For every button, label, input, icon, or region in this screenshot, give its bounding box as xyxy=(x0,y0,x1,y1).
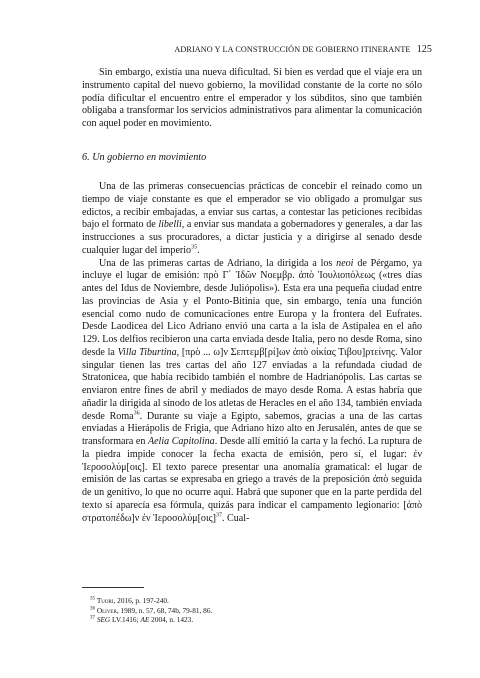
p2-text-e: . Desde allí emitió la carta y la fechó. La ruptura de la piedra impide conocer la fecha exacta de emisión, pero sí, el lugar: ἐν Ἱεροσολύμ[οις]. El texto parece presentar una anomalía gramatical: el lugar de emisión de las cartas se expresaba en griego a través de la preposición ἀπὸ seguida de un genitivo, lo que no ocurre aquí. Habrá que suponer que en la parte perdida del texto sí aparecía esa fórmula, quizás para indicar el campamento legionario: [ἀπὸ στρατοπέδω]ν ἐν Ἱεροσολύμ[οις] xyxy=(82,436,422,524)
p1-text-c: . xyxy=(197,244,200,256)
footnote-divider xyxy=(82,587,144,588)
paragraph-2 xyxy=(82,258,422,526)
p2-text-f: . Cual- xyxy=(221,512,250,524)
page-number: 125 xyxy=(416,44,432,55)
p1-text-b: , a enviar sus mandata a gobernadores y generales, a dar las instrucciones a sus procuradores, a dictar justicia y a dirigirse al senado desde cualquier lugar del imperio xyxy=(82,219,422,256)
footnote-ref-ae: AE xyxy=(140,615,150,625)
p2-text-c: , [πρὸ ... ω]ν Σεπτεμβ[ρί]ων ἀπὸ οἰκίας Τιβου]ρτείνης. Valor singular tienen las tres cartas del año 127 enviadas a la refundada ciudad de Stratonicea, que había recibido también el nombre de Hadrianópolis. Las cartas se enviaron entre fines de abril y mediados de mayo desde Roma. A estas habría que añadir la dirigida al sínodo de los atletas de Heracles en el año 134, también enviada desde Roma xyxy=(82,346,422,422)
footnote-author: Tuori xyxy=(96,596,114,605)
footnote-35 xyxy=(90,596,420,606)
section-body xyxy=(82,181,422,525)
footnote-text: , 2016, p. 197-240. xyxy=(113,596,169,605)
section-heading: 6. Un gobierno en movimiento xyxy=(82,152,207,163)
footnote-ref-37[interactable]: 37 xyxy=(215,512,222,519)
p2-text-a: Una de las primeras cartas de Adriano, la dirigida a los xyxy=(99,257,337,269)
p2-text-b: de Pérgamo, ya incluye el lugar de emisión: πρὸ Γ΄ Ἰδῶν Νοεμβρ. ἀπὸ Ἰουλιοπόλεως («tres días antes del Idus de Noviembre, desde Juliópolis»). Esta era una pequeña ciudad entre las provincias de Asia y el Ponto-Bitinia que, sin embargo, tenía una función esencial como nudo de comunicaciones entre Europa y la frontera del Eufrates. Desde Laodicea del Lico Adriano envió una carta a la isla de Astipalea en el año 129. Los delfios recibieron una carta enviada desde Italia, pero no desde Roma, sino desde la xyxy=(82,257,422,358)
footnote-ref-seg: SEG xyxy=(96,615,111,625)
p2-neoi: neoi xyxy=(336,257,354,269)
footnote-text: 2004, n. 1423. xyxy=(149,615,194,625)
footnote-number: 37 xyxy=(90,615,95,621)
footnote-number: 35 xyxy=(90,596,95,602)
p1-libelli: libelli xyxy=(158,219,182,231)
p2-aelia-capitolina: Aelia Capitolina xyxy=(147,436,215,447)
intro-paragraph: Sin embargo, existía una nueva dificultad. Si bien es verdad que el viaje era un instrumento capital del nuevo gobierno, la movilidad constante de la corte no sólo podía dificultar el encuentro entre el emperador y los súbditos, sino que también obligaba a transformar los servicios administrativos para alimentar la comunicación con aquel poder en movimiento. xyxy=(82,67,422,129)
footnote-number: 36 xyxy=(90,606,95,612)
running-title: ADRIANO Y LA CONSTRUCCIÓN DE GOBIERNO ITINERANTE xyxy=(174,45,411,54)
footnote-ref-35[interactable]: 35 xyxy=(191,244,198,251)
paragraph-1 xyxy=(82,181,422,258)
running-header xyxy=(120,44,432,55)
footnote-36 xyxy=(90,606,420,616)
footnote-text: LV.1416; xyxy=(110,615,141,625)
footnotes xyxy=(90,596,420,625)
footnote-ref-36[interactable]: 36 xyxy=(133,410,140,417)
intro-block xyxy=(82,67,422,131)
footnote-author: Oliver xyxy=(96,605,117,615)
footnote-37 xyxy=(90,615,420,625)
p2-text-d: . Durante su viaje a Egipto, sabemos, gracias a una de las cartas enviadas a Hierápolis de Frigia, que Adriano hizo alto en Jerusalén, antes de que se transformara en xyxy=(82,410,422,447)
p2-villa-tiburtina: Villa Tiburtina xyxy=(117,346,177,358)
footnote-text: , 1989, n. 57, 68, 74b, 79-81, 86. xyxy=(116,605,213,615)
p1-text-a: Una de las primeras consecuencias prácticas de concebir el reinado como un tiempo de viaje constante es que el emperador se vio obligado a promulgar sus edictos, a recibir embajadas, a enviar sus cartas, a contestar las peticiones recibidas bajo el formato de xyxy=(82,181,422,231)
